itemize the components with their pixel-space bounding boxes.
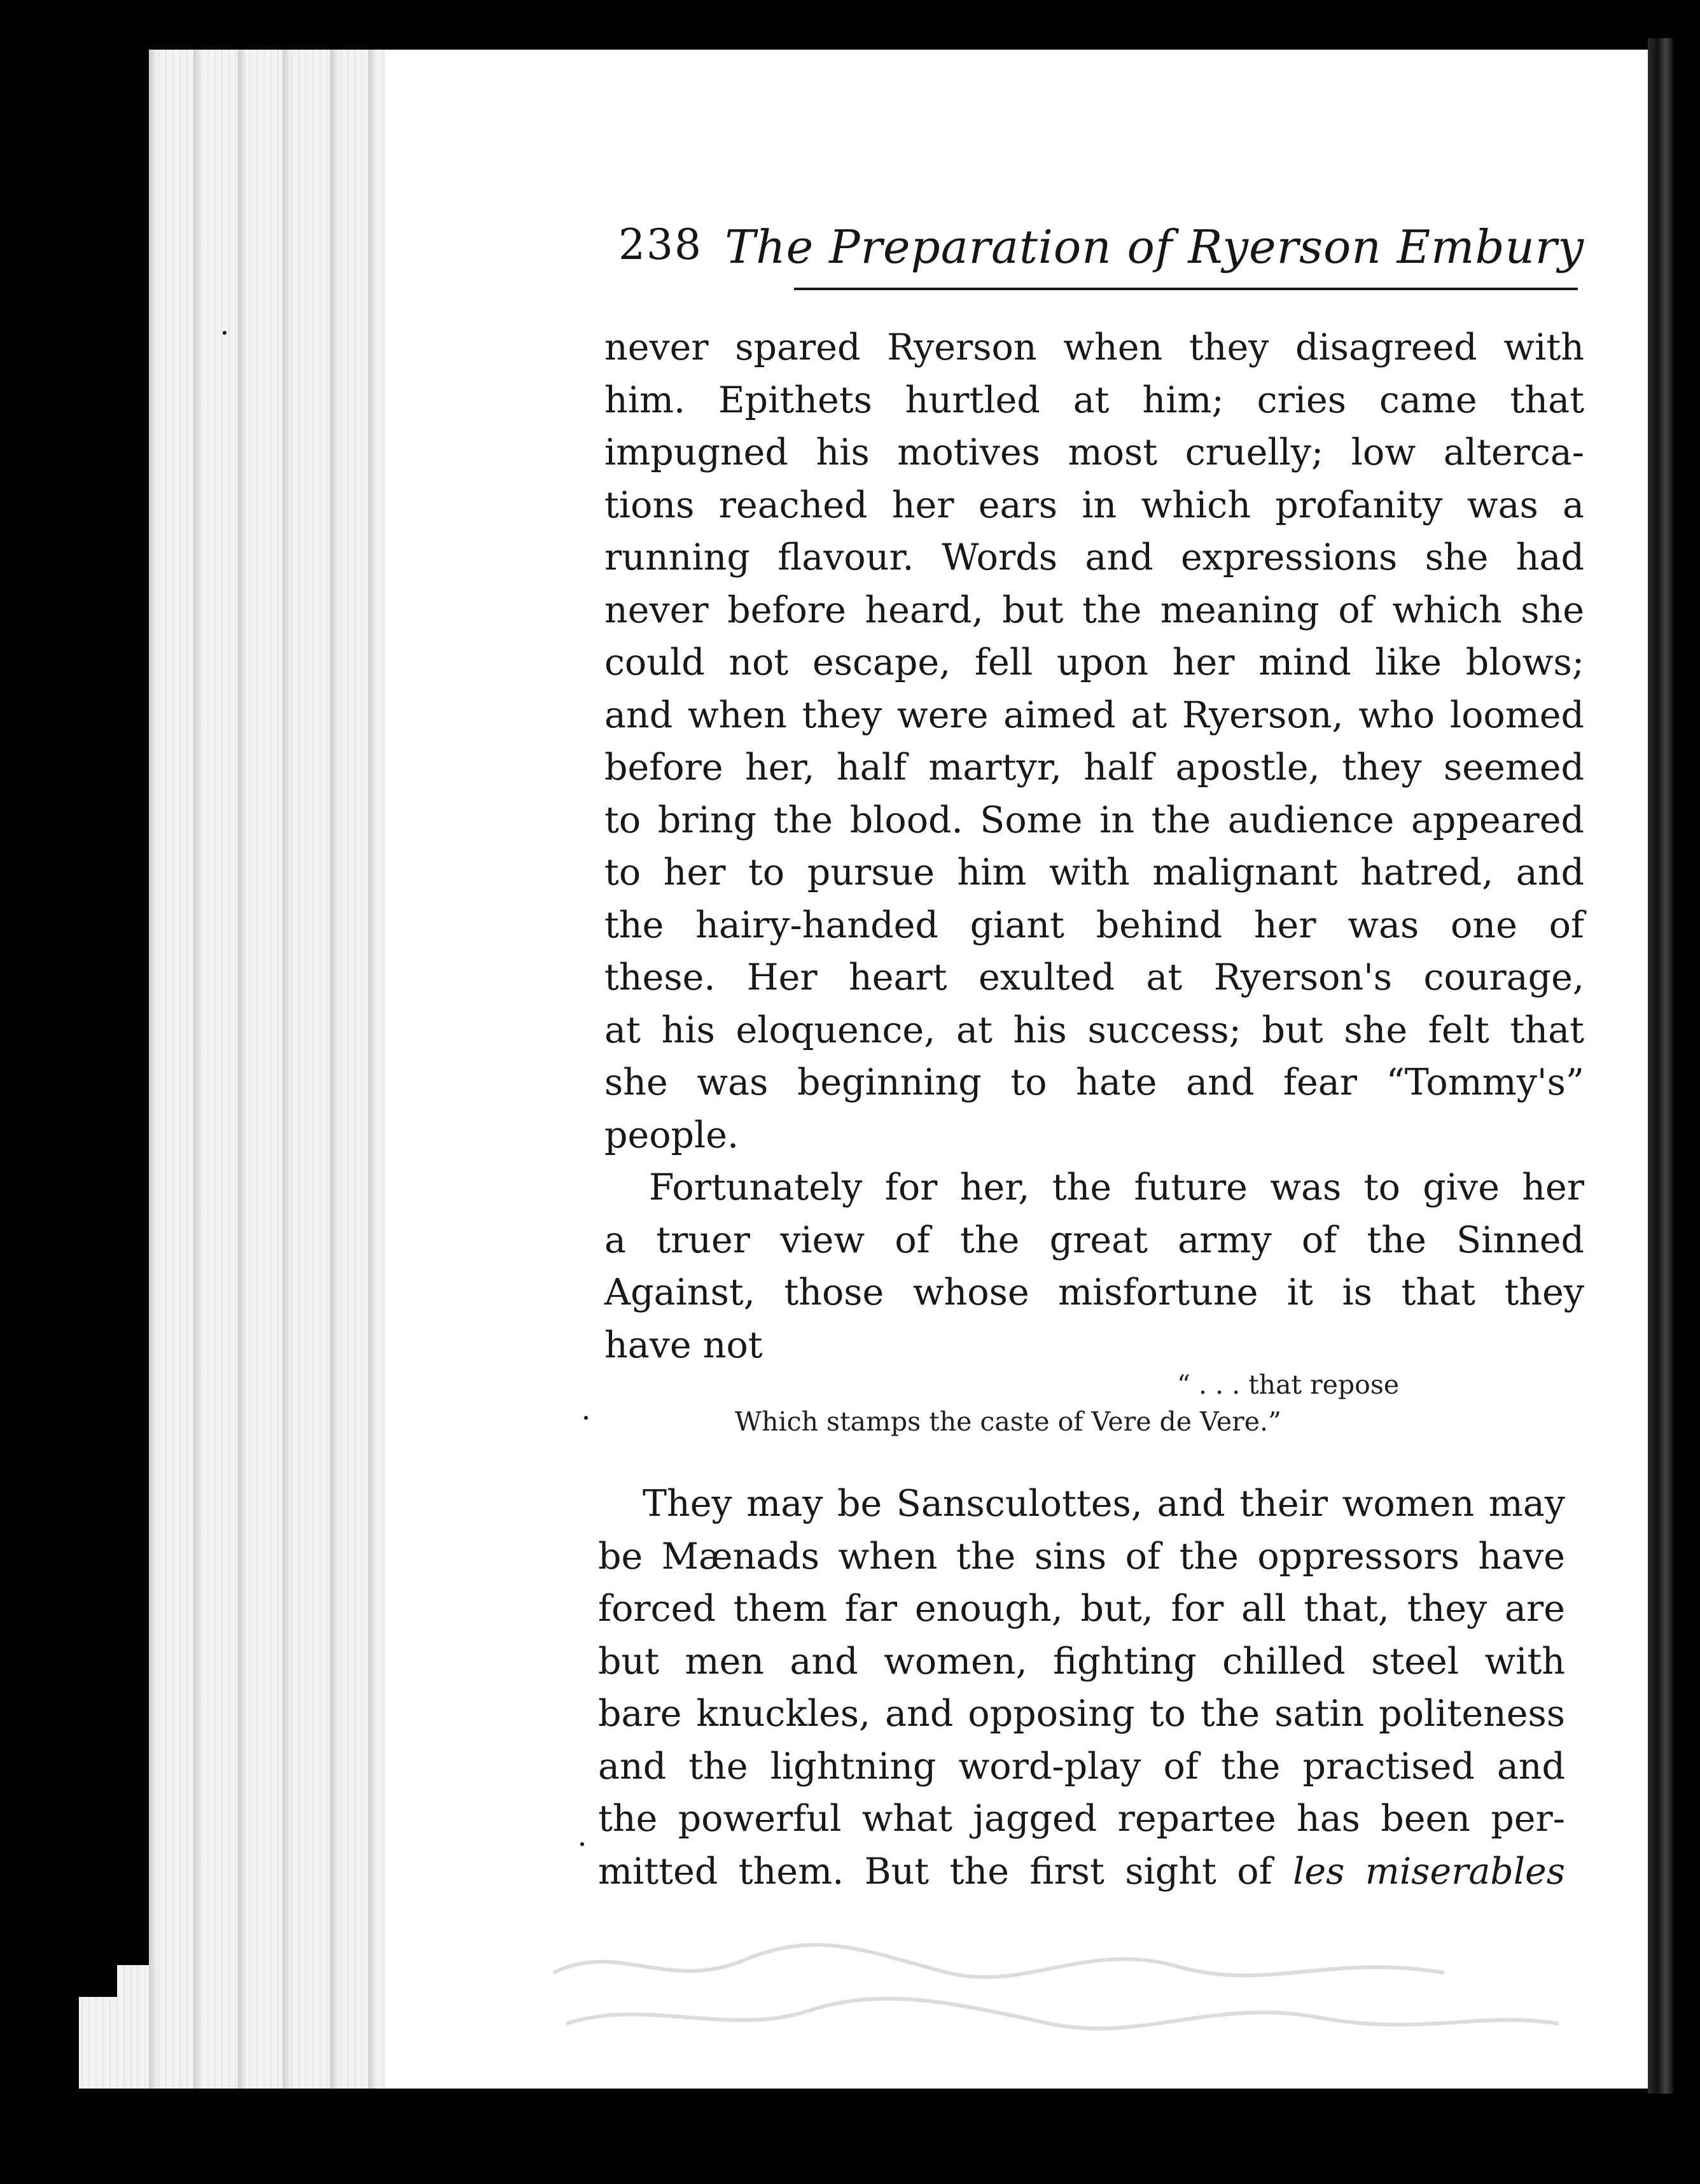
text-line: Fortunately for her, the future was to give her [649, 1166, 1584, 1208]
text-line: these. Her heart exulted at Ryerson's courage, [604, 956, 1584, 998]
text-line: never spared Ryerson when they disagreed with [604, 326, 1584, 368]
text-line: and the lightning word-play of the practised and [598, 1745, 1565, 1788]
text-line: could not escape, fell upon her mind like blows; [604, 641, 1584, 683]
text-line: forced them far enough, but, for all that, they are [598, 1588, 1565, 1630]
text-line: she was beginning to hate and fear “Tommy's” [604, 1061, 1584, 1103]
header-rule [794, 288, 1578, 290]
text-line: a truer view of the great army of the Sinned [604, 1219, 1584, 1261]
text-line: running flavour. Words and expressions she had [604, 536, 1584, 578]
text-line: to bring the blood. Some in the audience appeared [604, 799, 1584, 841]
text-line: and when they were aimed at Ryerson, who loomed [604, 694, 1584, 736]
text-line: but men and women, fighting chilled steel with [598, 1640, 1565, 1683]
margin-speck [584, 1416, 588, 1420]
text-line: at his eloquence, at his success; but she felt that [604, 1009, 1584, 1051]
text-italic: les miserables [1293, 1850, 1566, 1893]
text-line: the powerful what jagged repartee has been per- [598, 1798, 1565, 1840]
quotation-line-1: “ . . . that repose [1177, 1369, 1400, 1400]
text-line: the hairy-handed giant behind her was one of [604, 904, 1584, 946]
book-page-edges [79, 50, 391, 2089]
running-title: The Preparation of Ryerson Embury [725, 220, 1584, 274]
text-roman: mitted them. But the first sight of [598, 1850, 1293, 1893]
text-line: Against, those whose misfortune it is that they [604, 1271, 1584, 1313]
running-head [617, 216, 1584, 293]
text-line: before her, half martyr, half apostle, they seemed [604, 746, 1584, 788]
bleed-through-smudge [541, 1915, 1584, 2055]
text-line: never before heard, but the meaning of which she [604, 589, 1584, 631]
text-line: They may be Sansculottes, and their women may [643, 1483, 1565, 1525]
text-line: have not [604, 1324, 763, 1366]
next-page-edge [1648, 38, 1673, 2094]
text-line [598, 1845, 1565, 1898]
text-line: to her to pursue him with malignant hatred, and [604, 851, 1584, 893]
text-line: tions reached her ears in which profanity was a [604, 484, 1584, 526]
text-line: people. [604, 1114, 739, 1156]
quotation-line-2: Which stamps the caste of Vere de Vere.” [735, 1406, 1282, 1437]
page-number: 238 [618, 220, 702, 269]
margin-speck [223, 331, 226, 335]
body-text-upper [604, 321, 1584, 1371]
margin-speck [580, 1842, 584, 1846]
body-text-lower [598, 1478, 1565, 1898]
text-line: him. Epithets hurtled at him; cries came that [604, 379, 1584, 421]
text-line: impugned his motives most cruelly; low alterca- [604, 431, 1584, 473]
text-line: be Mænads when the sins of the oppressors have [598, 1535, 1565, 1578]
text-line: bare knuckles, and opposing to the satin politeness [598, 1693, 1565, 1735]
